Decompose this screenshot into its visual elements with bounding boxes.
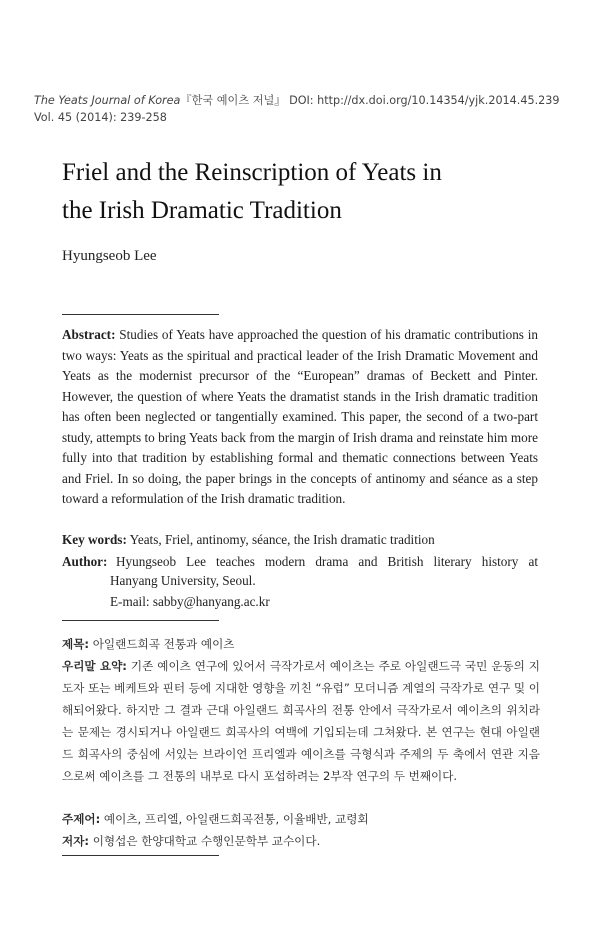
abstract-text: Studies of Yeats have approached the question of his dramatic contributions in two ways: Yeats as the spiritual and practical leader of the Irish Dramatic Movement and Yeats as the modernist precursor of the “European” dramas of Beckett and Pinter. However, the question of where Yeats the dramatist stands in the Irish dramatic tradition has often been neglected or tangentially examined. This paper, the second of a two-part study, attempts to bring Yeats back from the margin of Irish drama and reinstate him more fully into that tradition by establishing formal and thematic connections between Yeats and Friel. In so doing, the paper brings in the concepts of antinomy and séance as a step toward a reformulation of the Irish dramatic tradition. [62,327,538,506]
korean-author [62,830,540,852]
author-email[interactable]: E-mail: sabby@hanyang.ac.kr [110,594,270,609]
korean-title [62,633,540,655]
korean-keywords [62,808,540,830]
korean-author-label: 저자: [62,834,90,848]
abstract [62,325,538,510]
korean-title-label: 제목: [62,637,90,651]
korean-summary-text: 기존 예이츠 연구에 있어서 극작가로서 예이츠는 주로 아일랜드극 국민 운동의 지도자 또는 베케트와 핀터 등에 지대한 영향을 끼친 “유럽” 모더니즘 계열의 극작가로 연구 및 이해되어왔다. 하지만 그 결과 근대 아일랜드 희곡사의 전통 안에서 극작가로서 예이츠의 위치라는 문제는 경시되거나 아일랜드 희곡사의 여백에 기입되는데 그쳐왔다. 본 연구는 현대 아일랜드 희곡사의 중심에 서있는 브라이언 프리엘과 예이츠를 극형식과 주제의 두 축에서 연관 지음으로써 예이츠를 그 전통의 내부로 다시 포섭하려는 2부작 연구의 두 번째이다. [62,659,540,783]
title-line-1: Friel and the Reinscription of Yeats in [62,159,442,186]
keywords-label: Key words: [62,532,127,547]
korean-summary-label: 우리말 요약: [62,659,127,673]
abstract-label: Abstract: [62,327,116,342]
journal-title-ko: 『한국 예이츠 저널』 [180,94,286,107]
author-bio-line-2: Hanyang University, Seoul. [110,573,256,588]
author-label: Author: [62,554,108,569]
divider-bottom [62,855,219,856]
korean-keywords-text: 예이츠, 프리엘, 아일랜드희곡전통, 이율배반, 교령회 [100,812,369,826]
journal-citation [34,92,574,126]
divider-middle [62,620,219,621]
divider-top [62,314,219,315]
article-title [62,154,562,230]
korean-keywords-label: 주제어: [62,812,101,826]
korean-author-text: 이형섭은 한양대학교 수행인문학부 교수이다. [89,834,321,848]
doi-link[interactable]: DOI: http://dx.doi.org/10.14354/yjk.2014.45.239 [285,94,560,107]
title-line-2: the Irish Dramatic Tradition [62,197,342,224]
korean-title-text: 아일랜드희곡 전통과 예이츠 [89,637,235,651]
korean-summary [62,655,540,787]
author-bio-line-1: Hyungseob Lee teaches modern drama and British literary history at [116,554,538,569]
author-name: Hyungseob Lee [62,248,157,264]
volume-info: Vol. 45 (2014): 239-258 [34,111,167,124]
keywords [62,530,538,551]
keywords-text: Yeats, Friel, antinomy, séance, the Irish dramatic tradition [126,532,435,547]
journal-title-en: The Yeats Journal of Korea [34,94,181,107]
